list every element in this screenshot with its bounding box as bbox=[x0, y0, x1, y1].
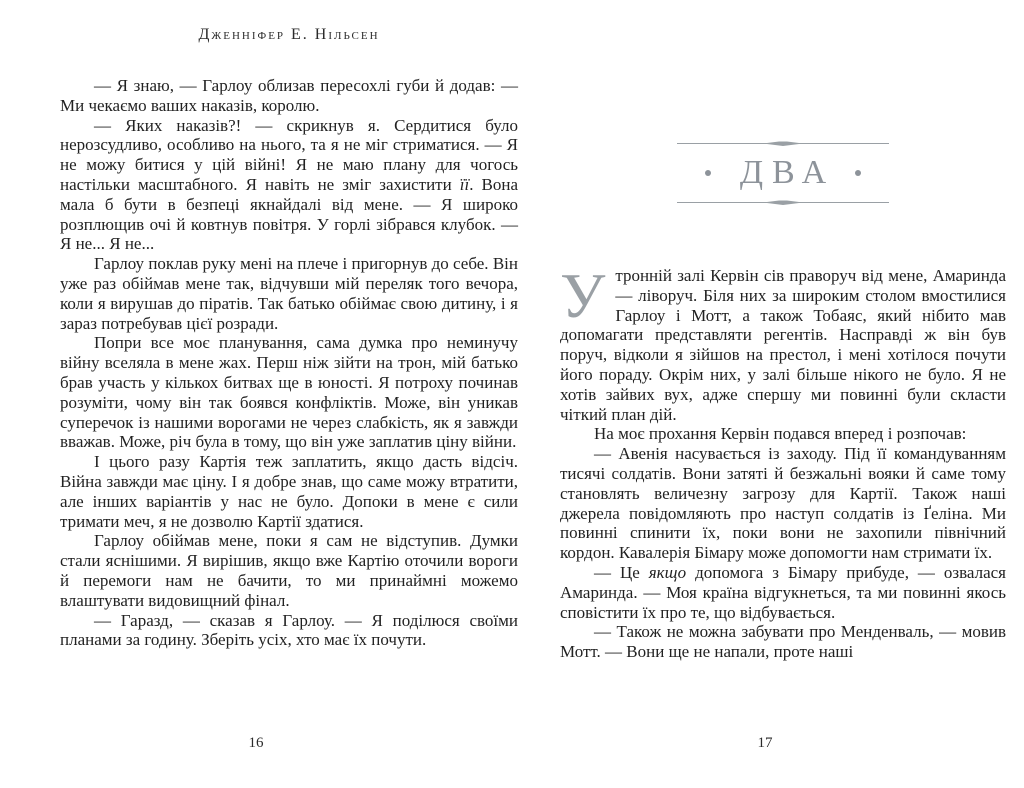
text-run: Гарлоу поклав руку мені на плече і пригорнув до себе. Він уже раз обіймав мене так, відчувши мій переляк того вечора, коли я вирушав до піратів. Так батько обіймає свою дитину, і я зараз потребував цієї розради. bbox=[60, 254, 518, 333]
right-page-text bbox=[560, 260, 1007, 662]
ornament-diamond-icon bbox=[763, 141, 803, 146]
text-run: . Вона мала б бути в безпеці якнайдалі від мене. — Я широко розплющив очі й ковтнув повітря. У горлі зібрався клубок. — Я не... Я не... bbox=[60, 174, 518, 254]
chapter-title: ДВА bbox=[739, 154, 836, 191]
text-run: — Авенія насувається із заходу. Під її командуванням тисячі солдатів. Вони затяті й безжальні вояки й саме тому становлять величезну загрозу для Картії. Також наші джерела повідомляють про наступ солдатів із Ґеліна. Ми повинні спинити їх, поки вони не захопили північний кордон. Кавалерія Бімару може допомогти нам стримати їх. bbox=[560, 444, 1006, 563]
paragraph bbox=[60, 116, 518, 255]
chapter-title-row bbox=[677, 156, 889, 190]
text-run: — Я знаю, — Гарлоу облизав пересохлі губи й додав: — Ми чекаємо ваших наказів, королю. bbox=[60, 76, 518, 115]
ornament-rule-top bbox=[677, 143, 889, 144]
bullet-icon bbox=[705, 170, 711, 176]
paragraph bbox=[60, 333, 518, 452]
page-number-right: 17 bbox=[757, 735, 773, 751]
text-run: — Це bbox=[594, 562, 649, 582]
text-run: — Гаразд, — сказав я Гарлоу. — Я поділюся своїми планами за годину. Зберіть усіх, хто має їх почути. bbox=[60, 610, 518, 650]
paragraph bbox=[560, 563, 1006, 622]
text-run: тронній залі Кервін сів праворуч від мене, Амаринда — ліворуч. Біля них за широким столом вмостилися Гарлоу і Мотт, а також Тобаяс, який нібито мав допомагати представляти регентів. Насправді ж він був поруч, відколи я зійшов на престол, і мені хотілося почути його пораду. Окрім них, у залі більше нікого не було. Я не хотів зайвих вух, адже спершу ми повинні були скласти чіткий план дій. bbox=[560, 266, 1006, 424]
text-run: якщо bbox=[648, 562, 687, 582]
paragraph bbox=[560, 424, 1006, 444]
paragraph bbox=[60, 76, 518, 116]
text-run: її bbox=[459, 174, 470, 194]
text-run: допомога з Бімару прибуде, — озвалася Амаринда. — Моя країна відгукнеться, та ми повинні якось сповістити їх про те, що відбувається. bbox=[560, 562, 1007, 622]
paragraph bbox=[560, 260, 1006, 424]
text-run: — Яких наказів?! — скрикнув я. Сердитися було нерозсудливо, особливо на нього, та я не міг стриматися. — Я не можу битися у цій війні! Я не маю плану для чогось настільки масштабного. Я навіть не зміг захистити bbox=[60, 115, 518, 194]
page-right bbox=[560, 0, 1006, 788]
paragraph bbox=[60, 531, 518, 610]
paragraph bbox=[560, 444, 1006, 563]
text-run: І цього разу Картія теж заплатить, якщо дасть відсіч. Війна завжди має ціну. І я добре знав, що саме можу втратити, але інших варіантів у нас не було. Допоки в мене є сили тримати меч, я не дозволю Картії здатися. bbox=[60, 452, 518, 531]
paragraph bbox=[560, 622, 1006, 662]
paragraph bbox=[60, 254, 518, 333]
text-run: На моє прохання Кервін подався вперед і розпочав: bbox=[594, 424, 967, 444]
text-run: — Також не можна забувати про Менденваль, — мовив Мотт. — Вони ще не напали, проте наші bbox=[560, 622, 1006, 662]
ornament-rule-bottom bbox=[677, 202, 889, 203]
drop-cap: У bbox=[560, 260, 606, 331]
text-run: Гарлоу обіймав мене, поки я сам не відступив. Думки стали яснішими. Я вирішив, якщо вже Картію оточили вороги й перемоги нам не бачити, то ми принаймні можемо влаштувати видовищний фінал. bbox=[60, 531, 518, 610]
running-header: Дженніфер Е. Нільсен bbox=[198, 26, 380, 43]
paragraph bbox=[60, 611, 518, 651]
bullet-icon bbox=[855, 170, 861, 176]
page-number-left: 16 bbox=[248, 735, 264, 751]
text-run: Попри все моє планування, сама думка про неминучу війну вселяла в мене жах. Перш ніж зійти на трон, мій батько брав участь у кількох битвах ще в юності. Я потроху починав розуміти, чому він так боявся конфліктів. Може, він уникав суперечок із нашими ворогами не через слабкість, як я завжди вважав. Може, річ була в тому, що він уже заплатив ціну війни. bbox=[60, 333, 518, 452]
chapter-heading bbox=[677, 143, 889, 203]
page-left bbox=[60, 0, 518, 788]
left-page-text bbox=[60, 76, 518, 650]
paragraph bbox=[60, 452, 518, 531]
ornament-diamond-icon bbox=[763, 200, 803, 205]
